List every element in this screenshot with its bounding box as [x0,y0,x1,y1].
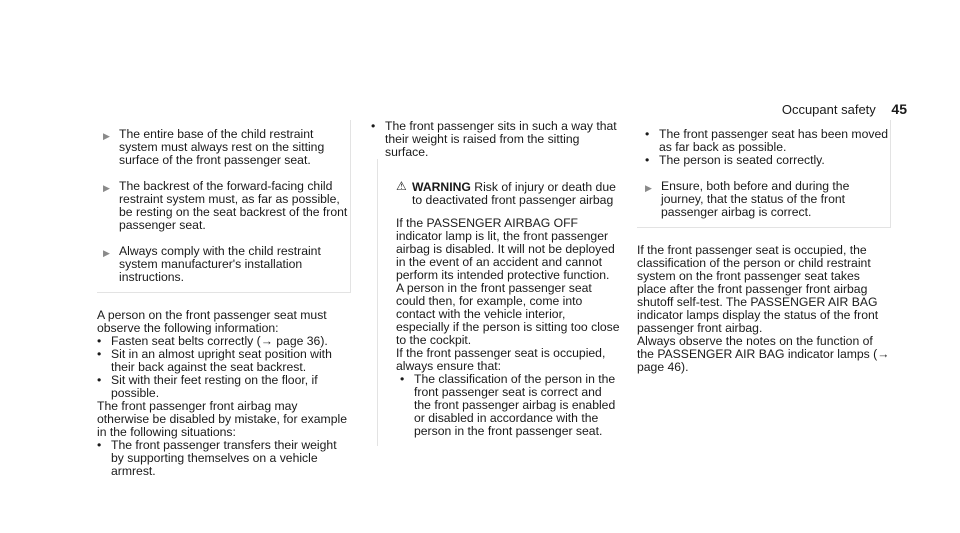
list-item-text: The front passenger transfers their weight by supporting themselves on a vehicle armrest. [111,438,337,478]
step-arrow-icon: ▶ [645,183,652,193]
list-item-text: Sit in an almost upright seat position with their back against the seat backrest. [111,347,332,374]
warning-icon: ⚠ [396,179,407,193]
column-3 [637,120,891,374]
warning-label: WARNING [412,180,471,194]
step-text: The backrest of the forward-facing child restraint system must, as far as possible, be resting on the seat backrest of the front passenger seat. [119,179,348,232]
instruction-box [97,120,351,293]
list-item-text: The person is seated correctly. [659,153,825,167]
intro-paragraph: A person on the front passenger seat must observe the following information: [97,308,327,335]
list-item-text: The front passenger seat has been moved as far back as possible. [659,127,888,154]
bullet-icon: • [645,127,650,141]
step-arrow-icon: ▶ [103,248,110,258]
warning-header [384,181,621,207]
list-item [97,348,351,374]
warning-title: Risk of injury or death due to deactivated front passenger airbag [412,180,616,207]
warning-paragraph: A person in the front passenger seat could then, for example, come into contact with the vehicle interior, especially if the person is sitting too close to the cockpit. [396,281,620,347]
step-item [103,245,350,284]
step-text: The entire base of the child restraint system must always rest on the sitting surface of the front passenger seat. [119,127,325,167]
disabled-paragraph: The front passenger front airbag may otherwise be disabled by mistake, for example in the following situations: [97,399,347,439]
checklist-box [637,120,891,228]
list-item-text: The front passenger sits in such a way that their weight is raised from the sitting surface. [385,119,617,159]
step-item [645,180,890,219]
page-number: 45 [891,101,907,117]
list-item-text: Fasten seat belts correctly (→ page 36). [111,334,328,348]
list-item [396,373,621,438]
list-item [645,154,890,167]
bullet-icon: • [97,334,102,348]
classification-paragraph: If the front passenger seat is occupied, the classification of the person or child restraint system on the front passenger seat takes place after the front passenger front airbag shutoff self-test. The PASSENGER AIR BAG indicator lamps display the status of the front passenger front airbag. [637,243,879,335]
section-title: Occupant safety [781,102,876,117]
step-text: Always comply with the child restraint system manufacturer's installation instructions. [119,244,321,284]
bullet-icon: • [371,119,376,133]
warning-paragraph: If the PASSENGER AIRBAG OFF indicator lamp is lit, the front passenger airbag is disabled. It will not be deployed in the event of an accident and cannot perform its intended protective function. [396,216,615,282]
column-1 [97,120,351,478]
bullet-icon: • [97,438,102,452]
step-text: Ensure, both before and during the journey, that the status of the front passenger airbag is correct. [661,179,850,219]
list-item [371,120,621,159]
page-header [782,101,907,117]
column-2 [367,120,621,446]
list-item-text: The classification of the person in the front passenger seat is correct and the front passenger airbag is enabled or disabled in accordance with the person in the front passenger seat. [414,372,616,438]
warning-box [377,159,621,446]
step-item [103,180,350,232]
bullet-icon: • [400,372,405,386]
list-item [645,128,890,154]
bullet-icon: • [645,153,650,167]
warning-paragraph: If the front passenger seat is occupied, always ensure that: [396,346,606,373]
list-item [97,374,351,400]
bullet-icon: • [97,373,102,387]
step-item [103,128,350,167]
step-arrow-icon: ▶ [103,131,110,141]
step-arrow-icon: ▶ [103,183,110,193]
list-item-text: Sit with their feet resting on the floor, if possible. [111,373,318,400]
observe-paragraph: Always observe the notes on the function of the PASSENGER AIR BAG indicator lamps (→ page 46). [637,334,890,374]
bullet-icon: • [97,347,102,361]
list-item [97,439,351,478]
warning-body [384,217,621,438]
